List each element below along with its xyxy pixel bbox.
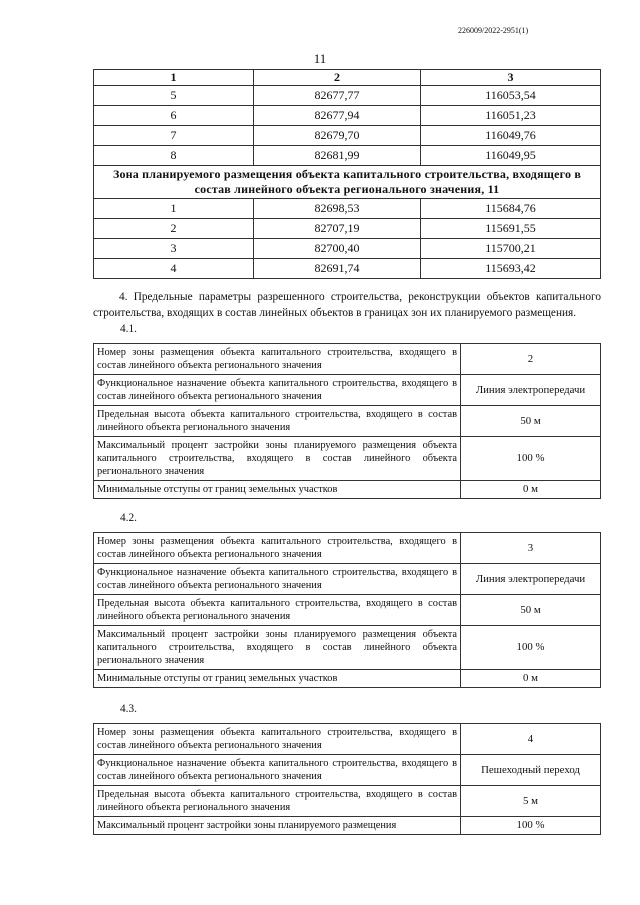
zone-title-row	[94, 166, 601, 199]
table-cell: 82677,94	[254, 106, 421, 126]
table-row	[94, 106, 601, 126]
subsection-label: 4.1.	[120, 323, 137, 335]
table-row	[94, 724, 601, 755]
table-row	[94, 259, 601, 279]
table-cell: 116049,76	[421, 126, 601, 146]
zone-title: Зона планируемого размещения объекта капитального строительства, входящего в состав линейного объекта регионального значения, 11	[94, 166, 601, 199]
table-cell: 116049,95	[421, 146, 601, 166]
section-4-paragraph: 4. Предельные параметры разрешенного строительства, реконструкции объектов капитального строительства, входящих в состав линейных объектов в границах зон их планируемого размещения.	[93, 291, 601, 319]
table-cell: 82691,74	[254, 259, 421, 279]
parameters-table	[93, 532, 601, 688]
parameter-value: 3	[461, 533, 601, 564]
parameter-value: 2	[461, 344, 601, 375]
table-cell: 8	[94, 146, 254, 166]
parameter-value: 5 м	[461, 786, 601, 817]
table-row	[94, 481, 601, 499]
table-cell: 1	[94, 199, 254, 219]
parameter-value: Пешеходный переход	[461, 755, 601, 786]
table-cell: 116053,54	[421, 86, 601, 106]
parameter-name: Максимальный процент застройки зоны планируемого размещения объекта капитального строительства, входящего в состав линейного объекта регионального значения	[94, 437, 461, 481]
table-cell: 4	[94, 259, 254, 279]
parameter-value: 0 м	[461, 670, 601, 688]
parameter-name: Номер зоны размещения объекта капитального строительства, входящего в состав линейного объекта регионального значения	[94, 533, 461, 564]
parameter-name: Функциональное назначение объекта капитального строительства, входящего в состав линейного объекта регионального значения	[94, 375, 461, 406]
table-row	[94, 533, 601, 564]
parameter-value: 100 %	[461, 817, 601, 835]
subsection-label: 4.3.	[120, 703, 137, 715]
table-row	[94, 344, 601, 375]
table-cell: 115684,76	[421, 199, 601, 219]
parameter-value: 50 м	[461, 595, 601, 626]
table-cell: 116051,23	[421, 106, 601, 126]
table-cell: 82707,19	[254, 219, 421, 239]
page-number: 11	[313, 51, 327, 66]
parameter-name: Номер зоны размещения объекта капитального строительства, входящего в состав линейного объекта регионального значения	[94, 344, 461, 375]
parameter-name: Функциональное назначение объекта капитального строительства, входящего в состав линейного объекта регионального значения	[94, 755, 461, 786]
parameter-name: Минимальные отступы от границ земельных участков	[94, 481, 461, 499]
table-cell: 82700,40	[254, 239, 421, 259]
table-cell: 3	[94, 239, 254, 259]
table-cell: 3	[421, 70, 601, 86]
table-cell: 82681,99	[254, 146, 421, 166]
table-row	[94, 375, 601, 406]
parameter-name: Функциональное назначение объекта капитального строительства, входящего в состав линейного объекта регионального значения	[94, 564, 461, 595]
parameter-value: Линия электропередачи	[461, 564, 601, 595]
table-row	[94, 755, 601, 786]
parameter-value: 4	[461, 724, 601, 755]
table-cell: 82698,53	[254, 199, 421, 219]
parameter-name: Предельная высота объекта капитального строительства, входящего в состав линейного объекта регионального значения	[94, 406, 461, 437]
table-row	[94, 817, 601, 835]
parameter-name: Предельная высота объекта капитального строительства, входящего в состав линейного объекта регионального значения	[94, 786, 461, 817]
coordinates-table	[93, 69, 601, 279]
parameter-name: Номер зоны размещения объекта капитального строительства, входящего в состав линейного объекта регионального значения	[94, 724, 461, 755]
parameter-name: Минимальные отступы от границ земельных участков	[94, 670, 461, 688]
parameter-value: 50 м	[461, 406, 601, 437]
table-row	[94, 70, 601, 86]
parameters-table	[93, 723, 601, 835]
parameter-name: Максимальный процент застройки зоны планируемого размещения	[94, 817, 461, 835]
table-cell: 7	[94, 126, 254, 146]
table-row	[94, 199, 601, 219]
table-cell: 2	[94, 219, 254, 239]
table-row	[94, 146, 601, 166]
table-cell: 1	[94, 70, 254, 86]
table-row	[94, 564, 601, 595]
table-row	[94, 786, 601, 817]
parameter-value: 100 %	[461, 437, 601, 481]
table-row	[94, 406, 601, 437]
document-number: 226009/2022-2951(1)	[458, 26, 529, 35]
table-row	[94, 437, 601, 481]
table-row	[94, 670, 601, 688]
table-cell: 6	[94, 106, 254, 126]
table-cell: 115691,55	[421, 219, 601, 239]
subsection-label: 4.2.	[120, 512, 137, 524]
parameter-value: 0 м	[461, 481, 601, 499]
parameter-name: Предельная высота объекта капитального строительства, входящего в состав линейного объекта регионального значения	[94, 595, 461, 626]
table-row	[94, 219, 601, 239]
parameter-value: Линия электропередачи	[461, 375, 601, 406]
table-row	[94, 86, 601, 106]
table-cell: 82677,77	[254, 86, 421, 106]
table-row	[94, 626, 601, 670]
table-cell: 115693,42	[421, 259, 601, 279]
table-cell: 115700,21	[421, 239, 601, 259]
parameter-name: Максимальный процент застройки зоны планируемого размещения объекта капитального строительства, входящего в состав линейного объекта регионального значения	[94, 626, 461, 670]
table-cell: 2	[254, 70, 421, 86]
parameter-value: 100 %	[461, 626, 601, 670]
table-cell: 82679,70	[254, 126, 421, 146]
table-row	[94, 239, 601, 259]
table-row	[94, 126, 601, 146]
parameters-table	[93, 343, 601, 499]
table-row	[94, 595, 601, 626]
table-cell: 5	[94, 86, 254, 106]
